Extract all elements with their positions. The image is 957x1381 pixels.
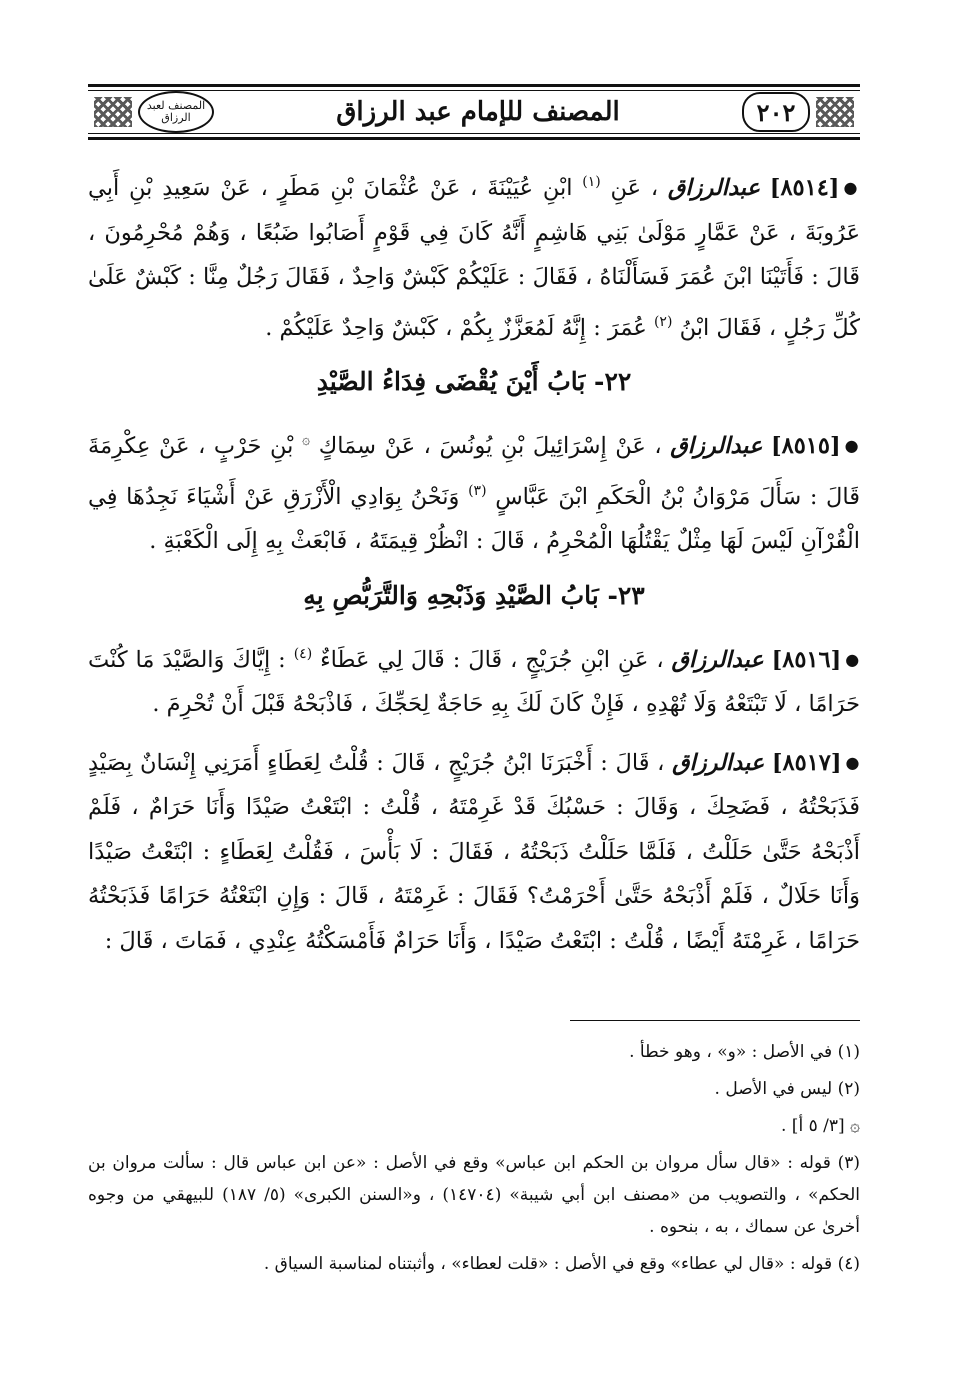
hadith-text: ، عَنْ إِسْرَائِيلَ بْنِ يُونُسَ ، عَنْ سِمَاكٍ [318, 433, 662, 459]
hadith-text: : إِيَّاكَ وَالصَّيْدَ مَا كُنْتَ حَرَامًا ، لَا تَبْتَعْهُ وَلَا تُهْدِهِ ، فَإِنْ كَانَ لَكَ بِهِ حَاجَةٌ لِحَجِّكَ ، فَاذْبَحْهُ قَبْلَ أَنْ تُحْرِمَ . [88, 646, 860, 717]
main-text [88, 160, 860, 977]
bullet-icon: ● [845, 752, 861, 772]
hadith-8515 [88, 418, 860, 564]
hadith-text: ، قَالَ : أَخْبَرَنَا ابْنُ جُرَيْجٍ ، قَالَ : قُلْتُ لِعَطَاءٍ أَمَرَنِي إِنْسَانٌ بِصَيْدٍ فَذَبَحْتُهُ ، فَضَحِكَ ، وَقَالَ : حَسْبُكَ قَدْ غَرِمْتَهُ ، قُلْتُ : ابْتَعْتُ صَيْدًا وَأَنَا حَرَامٌ ، فَلَمْ أَذْبَحْهُ حَتَّىٰ حَلَلْتُ ، فَلَمَّا حَلَلْتُ ذَبَحْتُهُ ، فَقَالَ : لَا بَأْسَ ، فَقُلْتُ لِعَطَاءٍ : ابْتَعْتُ صَيْدًا وَأَنَا حَلَالٌ ، فَلَمْ أَذْبَحْهُ حَتَّىٰ أَحْرَمْتُ؟ فَقَالَ : غَرِمْتَهُ ، قَالَ : وَإِنِ ابْتَعْتُهُ حَرَامًا فَذَبَحْتُهُ حَرَامًا ، غَرِمْتَهُ أَيْضًا ، قُلْتُ : ابْتَعْتُ صَيْدًا ، وَأَنَا حَرَامٌ فَأَمْسَكْتُهُ عِنْدِي ، فَمَاتَ ، قَالَ : [88, 749, 860, 954]
book-logo-seal: المصنف لعبد الرزاق [138, 91, 214, 133]
narrator-name: عبدالرزاق [672, 749, 765, 776]
hadith-text: بْنِ حَرْبٍ ، عَنْ عِكْرِمَةَ قَالَ : سَأَلَ مَرْوَانُ بْنُ الْحَكَمِ ابْنَ عَبَّاسٍ [88, 433, 861, 510]
narrator-name: عبدالرزاق [667, 175, 761, 201]
header-right-group [742, 92, 860, 132]
folio-mark: ۞ [301, 432, 311, 448]
footnote-4: (٤) قوله : «قال لي عطاء» وقع في الأصل : «قلت لعطاء» ، وأثبتناه لمناسبة السياق . [263, 1254, 860, 1274]
hadith-text: عُمَرَ : إِنَّهُ لَمُعَزَّزٌ بِكُمْ ، كَبْشٌ وَاحِدٌ عَلَيْكُمْ . [265, 314, 647, 341]
ornament-right-icon [816, 97, 854, 127]
footnote-ref-2: (٢) [653, 313, 673, 330]
hadith-8516 [88, 632, 860, 727]
hadith-number: [٨٥١٥] [770, 433, 841, 459]
hadith-text: ، عَنِ [610, 175, 659, 201]
hadith-8514 [88, 160, 860, 350]
ornament-left-icon [94, 97, 132, 127]
narrator-name: عبدالرزاق [670, 433, 763, 459]
hadith-text: ابْنِ عُيَيْنَةَ ، عَنْ عُثْمَانَ بْنِ مَطَرٍ ، عَنْ سَعِيدِ بْنِ أَبِي عَرُوبَةَ ، عَنْ عَمَّارٍ مَوْلَىٰ بَنِي هَاشِمٍ أَنَّهُ كَانَ فِي قَوْمٍ أَصَابُوا ضَبُعًا ، وَهُمْ مُحْرِمُونَ ، قَالَ : فَأَتَيْنَا ابْنَ عُمَرَ فَسَأَلْنَاهُ ، فَقَالَ : عَلَيْكُمْ كَبْشٌ وَاحِدٌ ، فَقَالَ رَجُلٌ مِنَّا : كَبْشٌ عَلَىٰ كُلِّ رَجُلٍ ، فَقَالَ ابْنُ [88, 175, 860, 341]
footnote-divider [570, 1020, 860, 1021]
hadith-8517 [88, 741, 860, 964]
bullet-icon: ● [844, 436, 861, 455]
page-number: ٢٠٢ [742, 92, 810, 132]
hadith-number: [٨٥١٦] [771, 646, 842, 673]
footnote-2: (٢) ليس في الأصل . [714, 1079, 860, 1099]
hadith-text: وَنَحْنُ بِوَادِي الْأَزْرَقِ عَنْ أَشْيَاءَ نَجِدُهَا فِي الْقُرْآنِ لَيْسَ لَهَا مِثْلٌ يَقْتُلُهَا الْمُحْرِمُ ، قَالَ : انْظُرْ قِيمَتَهُ ، فَابْعَثْ بِهِ إِلَى الْكَعْبَةِ . [88, 483, 860, 554]
footnote-ref-4: (٤) [293, 645, 313, 662]
footnotes [88, 1036, 860, 1285]
footnote-3: (٣) قوله : «قال سأل مروان بن الحكم ابن عباس» وقع في الأصل : «عن ابن عباس قال : سألت مروان بن الحكم» ، والتصويب من «مصنف ابن أبي شيبة» (١٤٧٠٤) ، و«السنن الكبرى» (٥/ ١٨٧) للبيهقي من وجوه أخرىٰ عن سماك ، به ، بنحوه . [88, 1153, 860, 1237]
header-left-group [88, 91, 214, 133]
narrator-name: عبدالرزاق [671, 646, 764, 673]
folio-note: ۞ [٣/ ٥ أ] . [781, 1116, 860, 1136]
bullet-icon: ● [845, 649, 860, 669]
bullet-icon: ● [843, 178, 861, 197]
chapter-heading-23: ٢٣- بَابُ الصَّيْدِ وَذَبْحِهِ وَالتَّرَبُّصِ بِهِ [303, 580, 645, 610]
footnote-1: (١) في الأصل : «و» ، وهو خطأ . [629, 1042, 860, 1062]
chapter-heading-22: ٢٢- بَابُ أَيْنَ يُقْضَى فِدَاءُ الصَّيْدِ [316, 367, 632, 396]
book-title: المصنف للإمام عبد الرزاق [336, 97, 620, 127]
hadith-text: ، عَنِ ابْنِ جُرَيْجٍ ، قَالَ : قَالَ لِي عَطَاءٌ [320, 646, 664, 673]
footnote-ref-3: (٣) [468, 482, 487, 499]
running-header [88, 84, 860, 140]
hadith-number: [٨٥١٧] [771, 749, 842, 776]
hadith-number: [٨٥١٤] [769, 175, 840, 201]
footnote-ref-1: (١) [582, 174, 601, 190]
